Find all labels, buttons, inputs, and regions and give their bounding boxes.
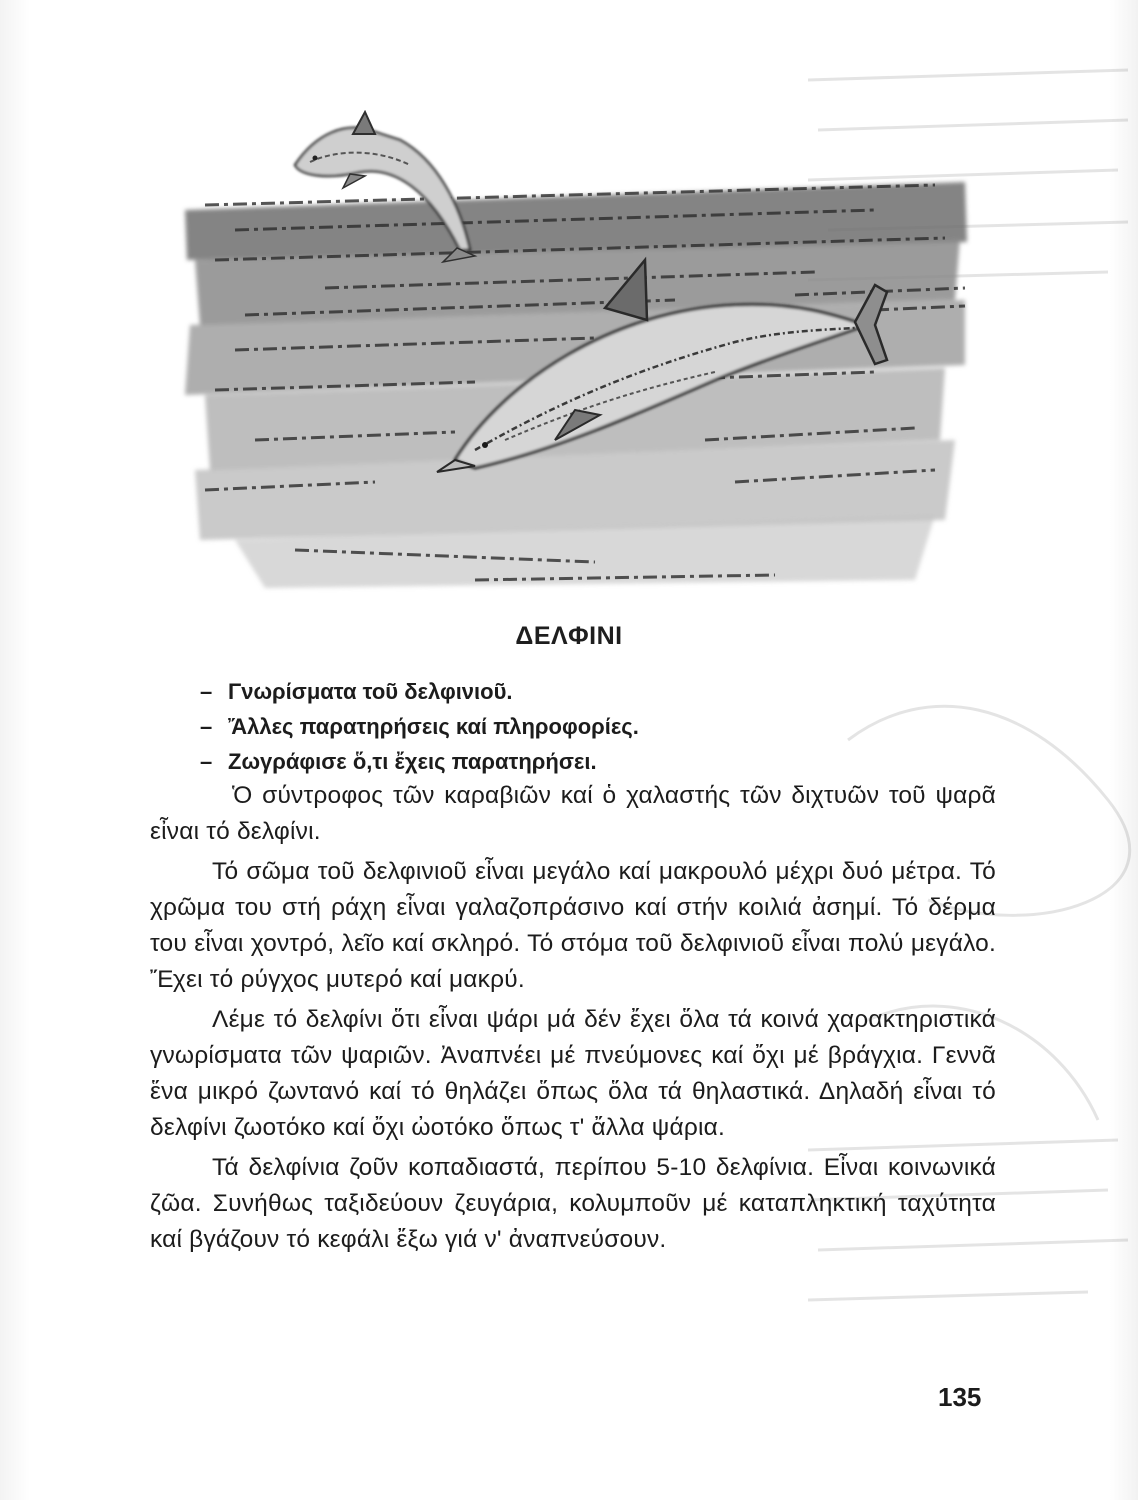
paragraph: Τά δελφίνια ζοῦν κοπαδιαστά, περίπου 5-10 δελφίνια. Εἶναι κοινωνικά ζῶα. Συνήθως ταξιδεύουν ζευγάρια, κολυμποῦν μέ καταπληκτική ταχύτητα καί βγάζουν τό κεφάλι ἔξω γιά ν' ἀναπνεύσουν. (150, 1154, 996, 1253)
list-dash: – (200, 749, 213, 774)
task-item (200, 709, 900, 744)
paragraph: Τό σῶμα τοῦ δελφινιοῦ εἶναι μεγάλο καί μακρουλό μέχρι δυό μέτρα. Τό χρῶμα του στή ράχη εἶναι γαλαζοπράσινο καί στήν κοιλιά ἀσημί. Τό δέρμα του εἶναι χοντρό, λεῖο καί σκληρό. Τό στόμα τοῦ δελφινιοῦ εἶναι πολύ μεγάλο. Ἔχει τό ρύγχος μυτερό καί μακρύ. (150, 858, 996, 993)
list-dash: – (200, 679, 213, 704)
task-item (200, 744, 900, 779)
task-text: Ζωγράφισε ὅ,τι ἔχεις παρατηρήσει. (228, 749, 597, 774)
paragraph: Λέμε τό δελφίνι ὅτι εἶναι ψάρι μά δέν ἔχει ὅλα τά κοινά χαρακτηριστικά γνωρίσματα τῶν ψαριῶν. Ἀναπνέει μέ πνεύμονες καί ὄχι μέ βράγχια. Γεννᾶ ἕνα μικρό ζωντανό καί τό θηλάζει ὅπως ὅλα τά θηλαστικά. Δηλαδή εἶναι τό δελφίνι ζωοτόκο καί ὄχι ὠοτόκο ὅπως τ' ἄλλα ψάρια. (150, 1006, 996, 1141)
body-text (150, 778, 996, 1258)
page-number: 135 (938, 1382, 982, 1412)
dolphin-illustration (175, 110, 975, 610)
task-list (200, 674, 900, 779)
task-text: Γνωρίσματα τοῦ δελφινιοῦ. (228, 679, 513, 704)
list-dash: – (200, 714, 213, 739)
task-item (200, 674, 900, 709)
page-title: ΔΕΛΦΙΝΙ (515, 622, 623, 650)
task-text: Ἄλλες παρατηρήσεις καί πληροφορίες. (228, 714, 639, 739)
paragraph: Ὁ σύντροφος τῶν καραβιῶν καί ὁ χαλαστής τῶν διχτυῶν τοῦ ψαρᾶ εἶναι τό δελφίνι. (150, 782, 996, 845)
